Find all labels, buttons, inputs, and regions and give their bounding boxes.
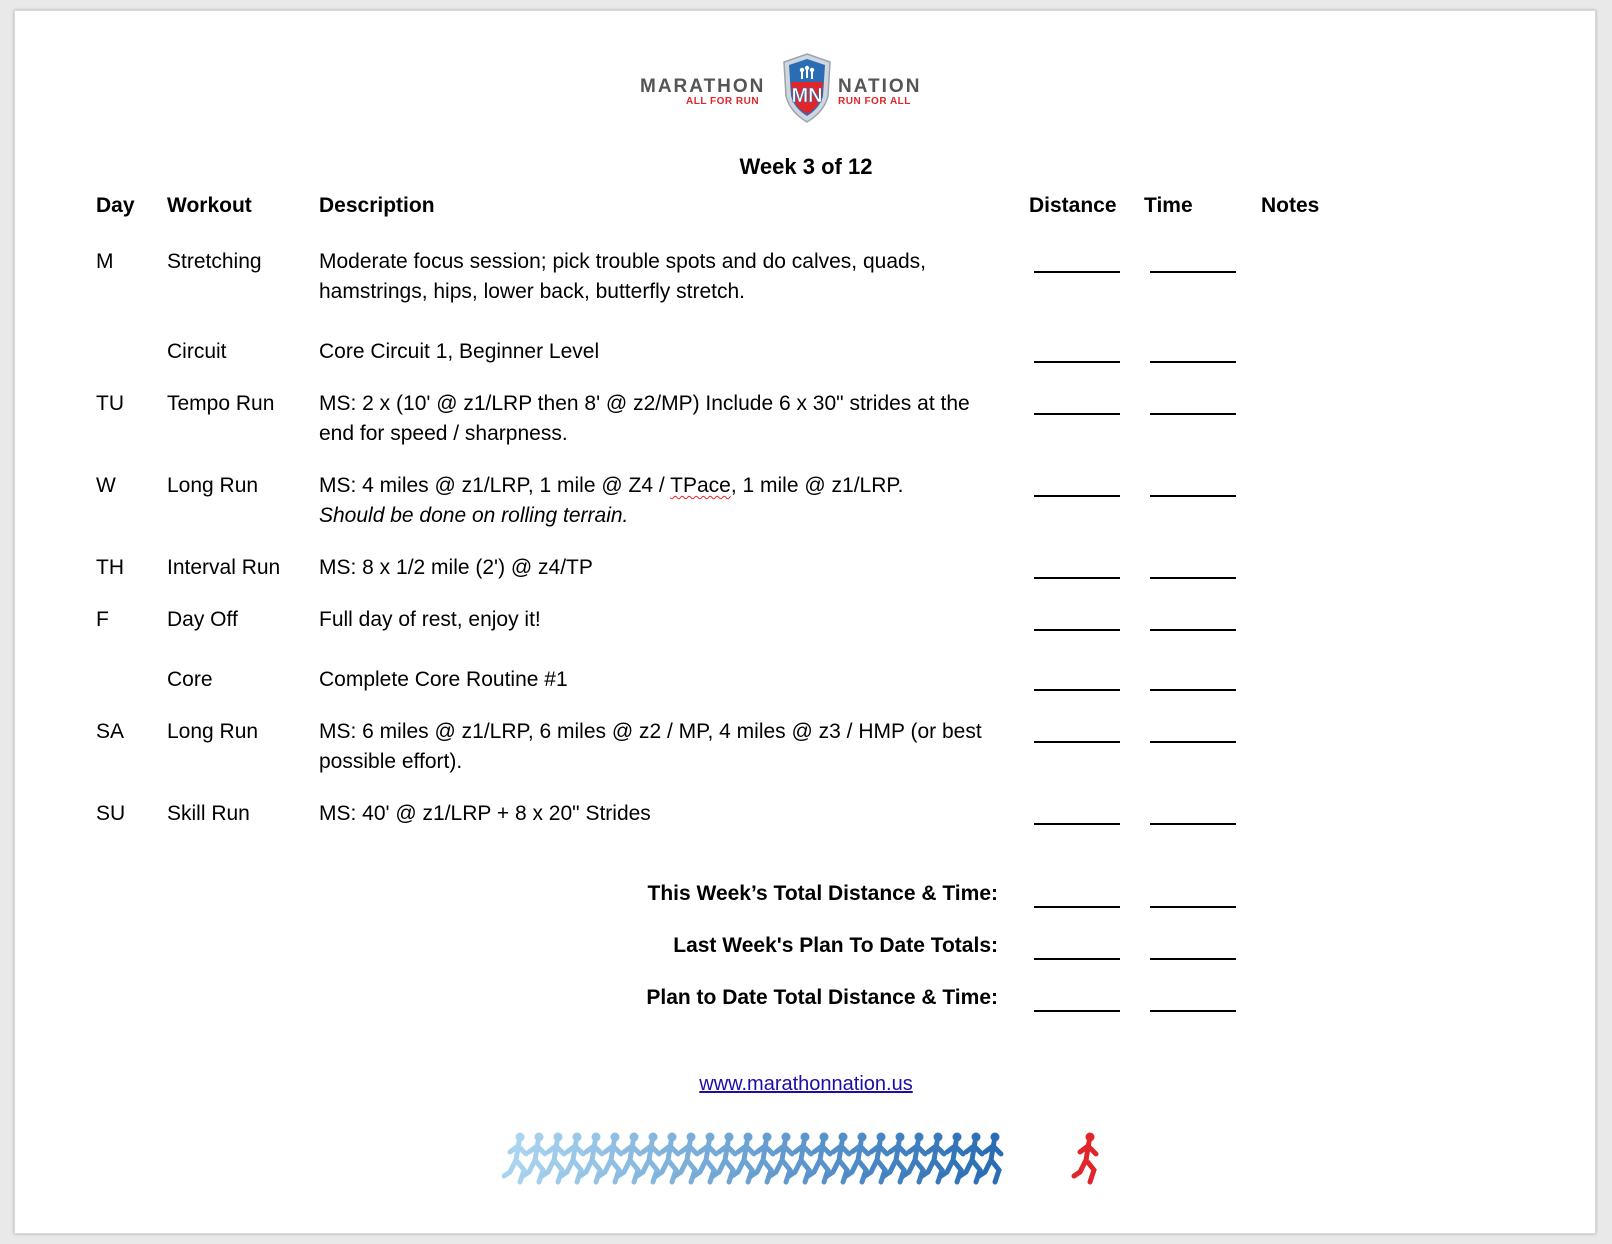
logo-right-word: NATION (838, 76, 922, 97)
total-label-this-week: This Week’s Total Distance & Time: (647, 882, 998, 905)
header-notes: Notes (1261, 194, 1320, 217)
row-day: TU (96, 392, 124, 415)
time-blank[interactable] (1150, 1010, 1236, 1012)
time-blank[interactable] (1150, 361, 1236, 363)
spellcheck-word[interactable]: TPace (670, 474, 731, 497)
row-day: M (96, 250, 114, 273)
row-workout: Interval Run (167, 556, 281, 579)
time-blank[interactable] (1150, 577, 1236, 579)
logo-right-tagline: RUN FOR ALL (838, 96, 911, 107)
distance-blank[interactable] (1034, 495, 1120, 497)
row-description: MS: 8 x 1/2 mile (2') @ z4/TP (319, 556, 593, 579)
row-description: MS: 2 x (10' @ z1/LRP then 8' @ z2/MP) Include 6 x 30" strides at the end for speed / sharpness. (319, 392, 970, 445)
description-text: MS: 4 miles @ z1/LRP, 1 mile @ Z4 / (319, 474, 671, 497)
row-day: W (96, 474, 116, 497)
row-description: Core Circuit 1, Beginner Level (319, 340, 600, 363)
time-blank[interactable] (1150, 958, 1236, 960)
row-workout: Long Run (167, 720, 259, 743)
red-runner-icon (1074, 1133, 1096, 1183)
runners-banner-image (502, 1130, 1122, 1190)
total-label-plan-to-date: Plan to Date Total Distance & Time: (646, 986, 998, 1009)
row-description: Complete Core Routine #1 (319, 668, 568, 691)
shield-icon (780, 52, 834, 124)
row-day: TH (96, 556, 124, 579)
distance-blank[interactable] (1034, 906, 1120, 908)
header-time: Time (1144, 194, 1193, 217)
row-workout: Circuit (167, 340, 227, 363)
distance-blank[interactable] (1034, 413, 1120, 415)
distance-blank[interactable] (1034, 741, 1120, 743)
row-workout: Skill Run (167, 802, 250, 825)
time-blank[interactable] (1150, 271, 1236, 273)
time-blank[interactable] (1150, 629, 1236, 631)
description-text: , 1 mile @ z1/LRP. (730, 474, 904, 497)
logo-left-word: MARATHON (640, 76, 766, 97)
row-day: F (96, 608, 109, 631)
page-title: Week 3 of 12 (739, 154, 873, 179)
header-day: Day (96, 194, 135, 217)
row-day: SU (96, 802, 126, 825)
time-blank[interactable] (1150, 741, 1236, 743)
distance-blank[interactable] (1034, 689, 1120, 691)
distance-blank[interactable] (1034, 629, 1120, 631)
header-distance: Distance (1029, 194, 1117, 217)
distance-blank[interactable] (1034, 577, 1120, 579)
logo-emblem-letters: MN (791, 85, 823, 107)
logo-left-tagline: ALL FOR RUN (686, 96, 760, 107)
time-blank[interactable] (1150, 823, 1236, 825)
header-description: Description (319, 194, 435, 217)
row-workout: Core (167, 668, 213, 691)
time-blank[interactable] (1150, 495, 1236, 497)
description-note: Should be done on rolling terrain. (319, 504, 629, 527)
header-workout: Workout (167, 194, 252, 217)
row-description: Full day of rest, enjoy it! (319, 608, 541, 631)
marathon-nation-logo (640, 52, 958, 124)
footer-url (0, 1073, 1612, 1096)
row-workout: Long Run (167, 474, 259, 497)
row-description: Moderate focus session; pick trouble spots and do calves, quads, hamstrings, hips, lower back, butterfly stretch. (319, 250, 927, 303)
row-workout: Day Off (167, 608, 238, 631)
distance-blank[interactable] (1034, 1010, 1120, 1012)
distance-blank[interactable] (1034, 361, 1120, 363)
website-link[interactable]: www.marathonnation.us (699, 1073, 913, 1095)
time-blank[interactable] (1150, 413, 1236, 415)
time-blank[interactable] (1150, 689, 1236, 691)
distance-blank[interactable] (1034, 271, 1120, 273)
distance-blank[interactable] (1034, 823, 1120, 825)
total-label-last-week: Last Week's Plan To Date Totals: (673, 934, 998, 957)
distance-blank[interactable] (1034, 958, 1120, 960)
runner-icon (979, 1133, 1001, 1183)
row-day: SA (96, 720, 125, 743)
row-workout: Stretching (167, 250, 262, 273)
row-workout: Tempo Run (167, 392, 275, 415)
time-blank[interactable] (1150, 906, 1236, 908)
row-description (319, 471, 1009, 531)
row-description: MS: 6 miles @ z1/LRP, 6 miles @ z2 / MP, 4 miles @ z3 / HMP (or best possible effort). (319, 720, 982, 773)
row-description: MS: 40' @ z1/LRP + 8 x 20" Strides (319, 802, 651, 825)
